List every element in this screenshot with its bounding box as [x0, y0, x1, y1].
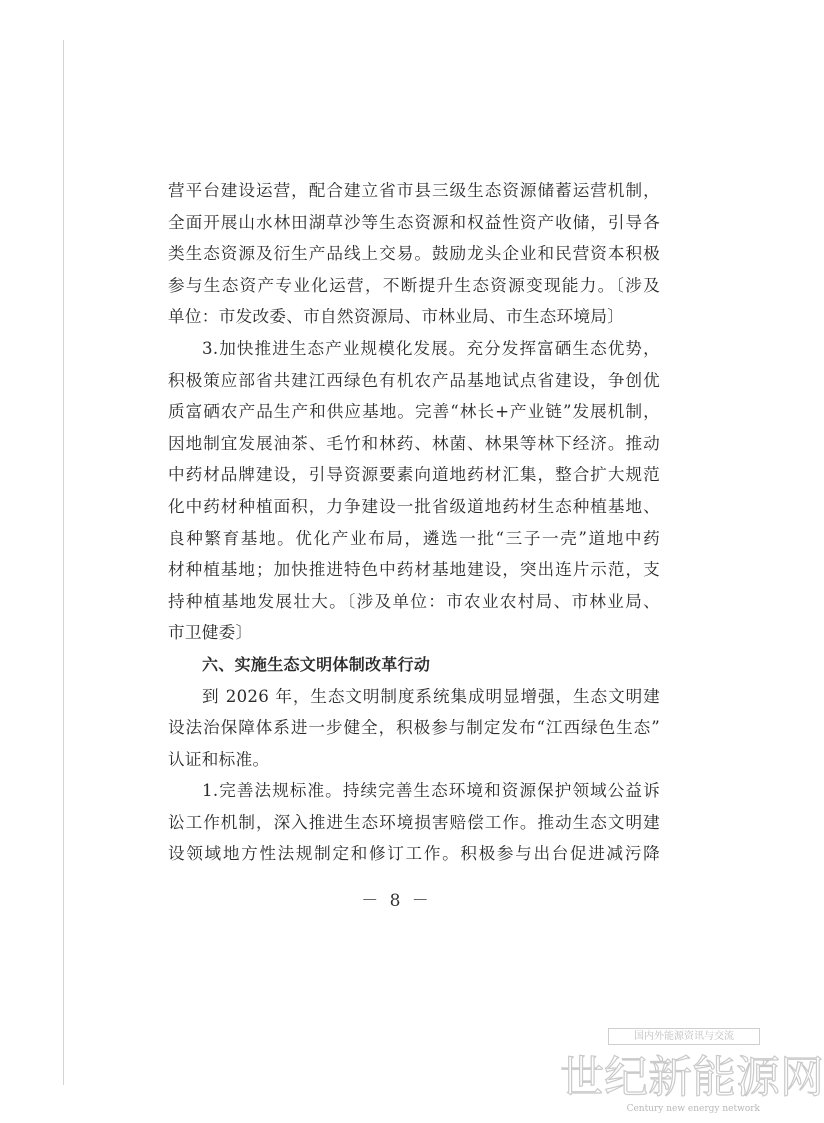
page-number: － 8 － — [361, 891, 432, 911]
paragraph-line: 良种繁育基地。优化产业布局，遴选一批“三子一壳”道地中药 — [168, 528, 660, 548]
watermark-tagline: 国内外能源资讯与交流 — [608, 1028, 760, 1045]
paragraph-line: 单位：市发改委、市自然资源局、市林业局、市生态环境局〕 — [168, 307, 625, 327]
paragraph-line: 1.完善法规标准。持续完善生态环境和资源保护领域公益诉 — [202, 781, 660, 801]
paragraph-line: 参与生态资产专业化运营，不断提升生态资源变现能力。〔涉及 — [168, 275, 660, 295]
paragraph-line: 积极策应部省共建江西绿色有机农产品基地试点省建设，争创优 — [168, 370, 660, 390]
watermark-logo — [560, 1026, 824, 1121]
paragraph-line: 设法治保障体系进一步健全，积极参与制定发布“江西绿色生态” — [168, 718, 660, 738]
paragraph-line: 质富硒农产品生产和供应基地。完善“林长+产业链”发展机制， — [168, 402, 660, 422]
paragraph-line: 持种植基地发展壮大。〔涉及单位：市农业农村局、市林业局、 — [168, 591, 660, 611]
paragraph-line: 类生态资源及衍生产品线上交易。鼓励龙头企业和民营资本积极 — [168, 244, 660, 264]
document-body — [168, 175, 660, 870]
paragraph-line: 讼工作机制，深入推进生态环境损害赔偿工作。推动生态文明建 — [168, 812, 660, 832]
paragraph-line: 因地制宜发展油茶、毛竹和林药、林菌、林果等林下经济。推动 — [168, 433, 660, 453]
watermark-name: 世纪新能源网 — [560, 1052, 824, 1103]
paragraph-line: 营平台建设运营，配合建立省市县三级生态资源储蓄运营机制， — [168, 181, 660, 200]
watermark-english: Century new energy network — [626, 1104, 760, 1114]
paragraph-line: 认证和标准。 — [168, 749, 270, 769]
section-heading: 六、实施生态文明体制改革行动 — [202, 654, 431, 674]
paragraph-line: 化中药材种植面积，力争建设一批省级道地药材生态种植基地、 — [168, 496, 660, 516]
paragraph-line: 3.加快推进生态产业规模化发展。充分发挥富硒生态优势， — [202, 338, 660, 358]
paragraph-line: 中药材品牌建设，引导资源要素向道地药材汇集，整合扩大规范 — [168, 465, 660, 485]
paragraph-line: 到 2026 年，生态文明制度系统集成明显增强，生态文明建 — [202, 686, 660, 706]
paragraph-line: 全面开展山水林田湖草沙等生态资源和权益性资产收储，引导各 — [168, 212, 660, 232]
paragraph-line: 材种植基地；加快推进特色中药材基地建设，突出连片示范，支 — [168, 560, 660, 580]
paragraph-line: 设领域地方性法规制定和修订工作。积极参与出台促进减污降 — [168, 844, 660, 864]
left-margin-rule — [63, 40, 64, 1085]
paragraph-line: 市卫健委〕 — [168, 623, 253, 643]
